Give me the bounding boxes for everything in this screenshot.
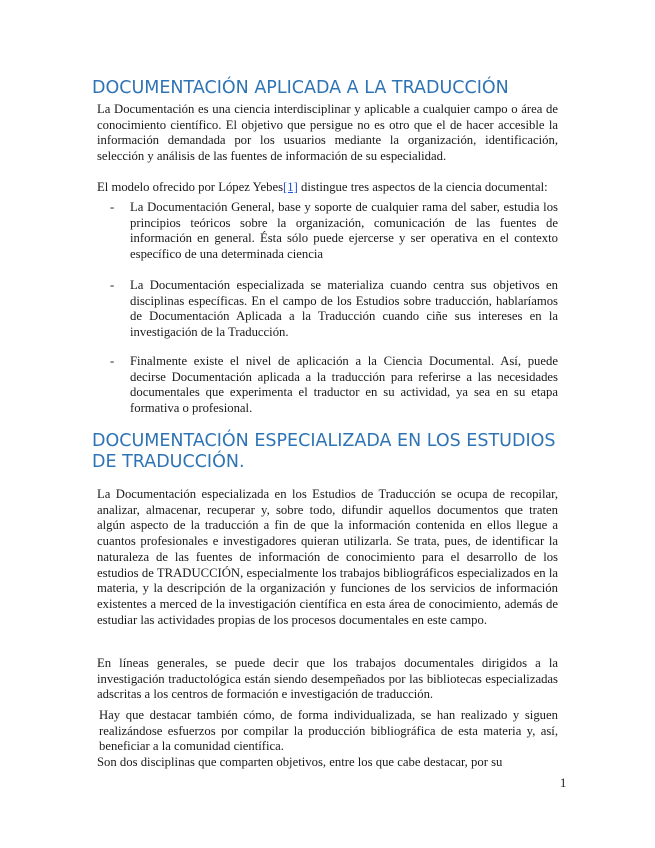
list-item-text: Finalmente existe el nivel de aplicación a la Ciencia Documental. Así, puede decirse Documentación aplicada a la traducción para referirse a las necesidades documentales que experimenta el traductor en su actividad, ya sea en su etapa formativa o profesional. — [130, 354, 558, 416]
list-item-text: La Documentación General, base y soporte de cualquier rama del saber, estudia los principios teóricos sobre la organización, comunicación de las fuentes de información en general. Ésta sólo puede ejercerse y ser operativa en el contexto específico de una determinada ciencia — [130, 200, 558, 262]
heading-line: DE TRADUCCIÓN. — [92, 452, 245, 472]
footnote-link[interactable]: [1] — [283, 180, 298, 194]
section-heading-documentacion-especializada — [92, 431, 556, 473]
paragraph-modelo-text-before: El modelo ofrecido por López Yebes — [97, 180, 284, 194]
list-bullet: - — [110, 354, 115, 368]
paragraph-intro: La Documentación es una ciencia interdisciplinar y aplicable a cualquier campo o área de conocimiento científico. El objetivo que persigue no es otro que el de hacer accesible la información demandada por los usuarios mediante la organización, identificación, selección y análisis de las fuentes de información de su especialidad. — [97, 102, 558, 164]
list-item — [110, 354, 558, 417]
paragraph-destacar: Hay que destacar también cómo, de forma individualizada, se han realizado y siguen realizándose esfuerzos por compilar la producción bibliográfica de esta materia y, así, beneficiar a la comunidad científica. — [99, 708, 558, 754]
list-item — [110, 200, 558, 263]
section-heading-documentacion-aplicada: DOCUMENTACIÓN APLICADA A LA TRADUCCIÓN — [92, 78, 509, 98]
paragraph-lineas-generales: En líneas generales, se puede decir que los trabajos documentales dirigidos a la investigación traductológica están siendo desempeñados por las bibliotecas especializadas adscritas a los centros de formación e investigación de traducción. — [97, 656, 558, 702]
paragraph-disciplinas: Son dos disciplinas que comparten objetivos, entre los que cabe destacar, por su — [97, 755, 503, 769]
list-bullet: - — [110, 200, 115, 214]
paragraph-especializada: La Documentación especializada en los Estudios de Traducción se ocupa de recopilar, analizar, almacenar, recuperar y, sobre todo, difundir aquellos documentos que traten algún aspecto de la traducción a fin de que la información contenida en ellos llegue a cuantos profesionales e investigadores quieran utilizarla. Se trata, pues, de identificar la naturaleza de las fuentes de información de conocimiento para el desarrollo de los estudios de TRADUCCIÓN, especialmente los trabajos bibliográficos especializados en la materia, y la descripción de la organización y funciones de los servicios de información existentes a merced de la investigación científica en esta área de conocimiento, además de estudiar las actividades propias de los procesos documentales en este campo. — [97, 487, 558, 627]
paragraph-modelo — [97, 180, 558, 196]
heading-line: DOCUMENTACIÓN ESPECIALIZADA EN LOS ESTUDIOS — [92, 431, 556, 451]
page-number: 1 — [560, 776, 567, 790]
list-bullet: - — [110, 278, 115, 292]
list-item — [110, 278, 558, 341]
list-item-text: La Documentación especializada se materializa cuando centra sus objetivos en disciplinas específicas. En el campo de los Estudios sobre traducción, hablaríamos de Documentación Aplicada a la Traducción cuando ciñe sus intereses en la investigación de la Traducción. — [130, 278, 558, 340]
paragraph-modelo-text-after: distingue tres aspectos de la ciencia documental: — [297, 180, 548, 194]
